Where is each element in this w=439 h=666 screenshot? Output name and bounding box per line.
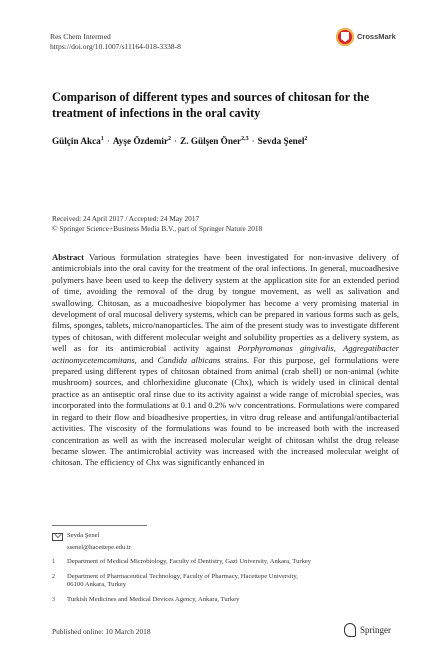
- corresponding-name: Sevda Şenel: [67, 532, 100, 539]
- crossmark-label: CrossMark: [357, 32, 396, 41]
- author-affiliation-ref: 1: [100, 136, 104, 142]
- copyright-line: © Springer Science+Business Media B.V., part of Springer Nature 2018: [52, 224, 263, 233]
- author-separator: ·: [106, 136, 110, 146]
- published-online: Published online: 10 March 2018: [52, 627, 151, 636]
- affiliation-text: Department of Pharmaceutical Technology, Faculty of Pharmacy, Hacettepe University,: [67, 572, 298, 580]
- affiliation-text: Turkish Medicines and Medical Devices Agency, Ankara, Turkey: [67, 595, 240, 603]
- author-name[interactable]: Z. Gülşen Öner: [180, 136, 242, 146]
- affiliation-2: [52, 573, 392, 590]
- abstract-text: , and: [134, 354, 158, 365]
- crossmark-badge[interactable]: [336, 28, 396, 48]
- author-name[interactable]: Ayşe Özdemir: [112, 136, 169, 146]
- affiliation-number: 1: [52, 559, 55, 566]
- abstract: [52, 252, 399, 469]
- springer-logo: [344, 623, 391, 637]
- crossmark-icon: [336, 28, 354, 46]
- received-accepted: Received: 24 April 2017 / Accepted: 24 May 2017: [52, 214, 200, 223]
- envelope-icon: [52, 533, 63, 541]
- abstract-text: Various formulation strategies have been investigated for non-invasive delivery of antimicrobials into the oral cavity for the treatment of the oral infections. In general, mucoadhesive polymers have been used to keep the delivery system at the application site for an extended period of time, avoiding the removal of the drug by tongue movement, as well as salivation and swallowing. Chitosan, as a mucoadhesive biopolymer has become a very promising material in development of oral mucosal delivery systems, which can be prepared in various forms such as gels, films, sponges, tablets, micro/nanoparticles. The aim of the present study was to investigate different types of chitosan, with different molecular weight and solubility properties as a delivery system, as well as for its antimicrobial activity against: [52, 252, 399, 354]
- author-name[interactable]: Sevda Şenel: [257, 136, 305, 146]
- springer-horse-icon: [344, 623, 356, 637]
- author-separator: ·: [251, 136, 255, 146]
- author-affiliation-ref: 2: [304, 136, 308, 142]
- corresponding-author: [52, 532, 392, 544]
- publisher-name: Springer: [360, 625, 391, 635]
- affiliation-number: 3: [52, 596, 55, 603]
- doi-link[interactable]: https://doi.org/10.1007/s11164-018-3338-8: [50, 42, 181, 51]
- author-affiliation-ref: 2,3: [241, 136, 249, 142]
- affiliation-1: [52, 558, 392, 567]
- author-separator: ·: [174, 136, 178, 146]
- author-name[interactable]: Gülçin Akca: [52, 136, 101, 146]
- affiliation-number: 2: [52, 573, 55, 580]
- journal-header: [50, 32, 181, 52]
- abstract-text: ,: [333, 343, 343, 354]
- affiliation-3: [52, 596, 392, 605]
- footnote-divider: [52, 525, 147, 526]
- author-affiliation-ref: 2: [168, 136, 172, 142]
- author-list: [52, 133, 392, 147]
- paper-title: Comparison of different types and sources of chitosan for the treatment of infections in the oral cavity: [52, 90, 370, 120]
- journal-name: Res Chem Intermed: [50, 32, 111, 41]
- publication-dates: [52, 214, 262, 234]
- abstract-label: Abstract: [52, 252, 84, 262]
- affiliation-text: Department of Medical Microbiology, Faculty of Dentistry, Gazi University, Ankara, Turkey: [67, 558, 312, 566]
- abstract-text: strains. For this purpose, gel formulations were prepared using different types of chitosan obtained from animal (crab shell) or non-animal (white mushroom) sources, and chlorhexidine gluconate (Chx), which is widely used in clinical dental practice as an antiseptic oral rinse due to its activity against a wide range of microbial species, was incorporated into the formulations at 0.1 and 0.2% w/v concentrations. Formulations were compared in regard to their flow and bioadhesive properties, in vitro drug release and antifungal/antibacterial activities. The viscosity of the formulations was found to be increased both with the increased concentration as well as with the increased molecular weight of chitosan whilst the drug release became slower. The antimicrobial activity was increased with the increased molecular weight of chitosan. The efficiency of Chx was significantly enhanced in: [52, 354, 400, 468]
- species-name: Candida albicans: [157, 354, 221, 365]
- corresponding-email[interactable]: ssenel@hacettepe.edu.tr: [67, 543, 131, 551]
- footnotes: [52, 532, 392, 605]
- affiliation-text: 06100 Ankara, Turkey: [67, 581, 127, 589]
- species-name: Porphyromonas gingivalis: [237, 343, 334, 354]
- species-name: Aggregatibacter actinomycetemcomitans: [52, 343, 400, 365]
